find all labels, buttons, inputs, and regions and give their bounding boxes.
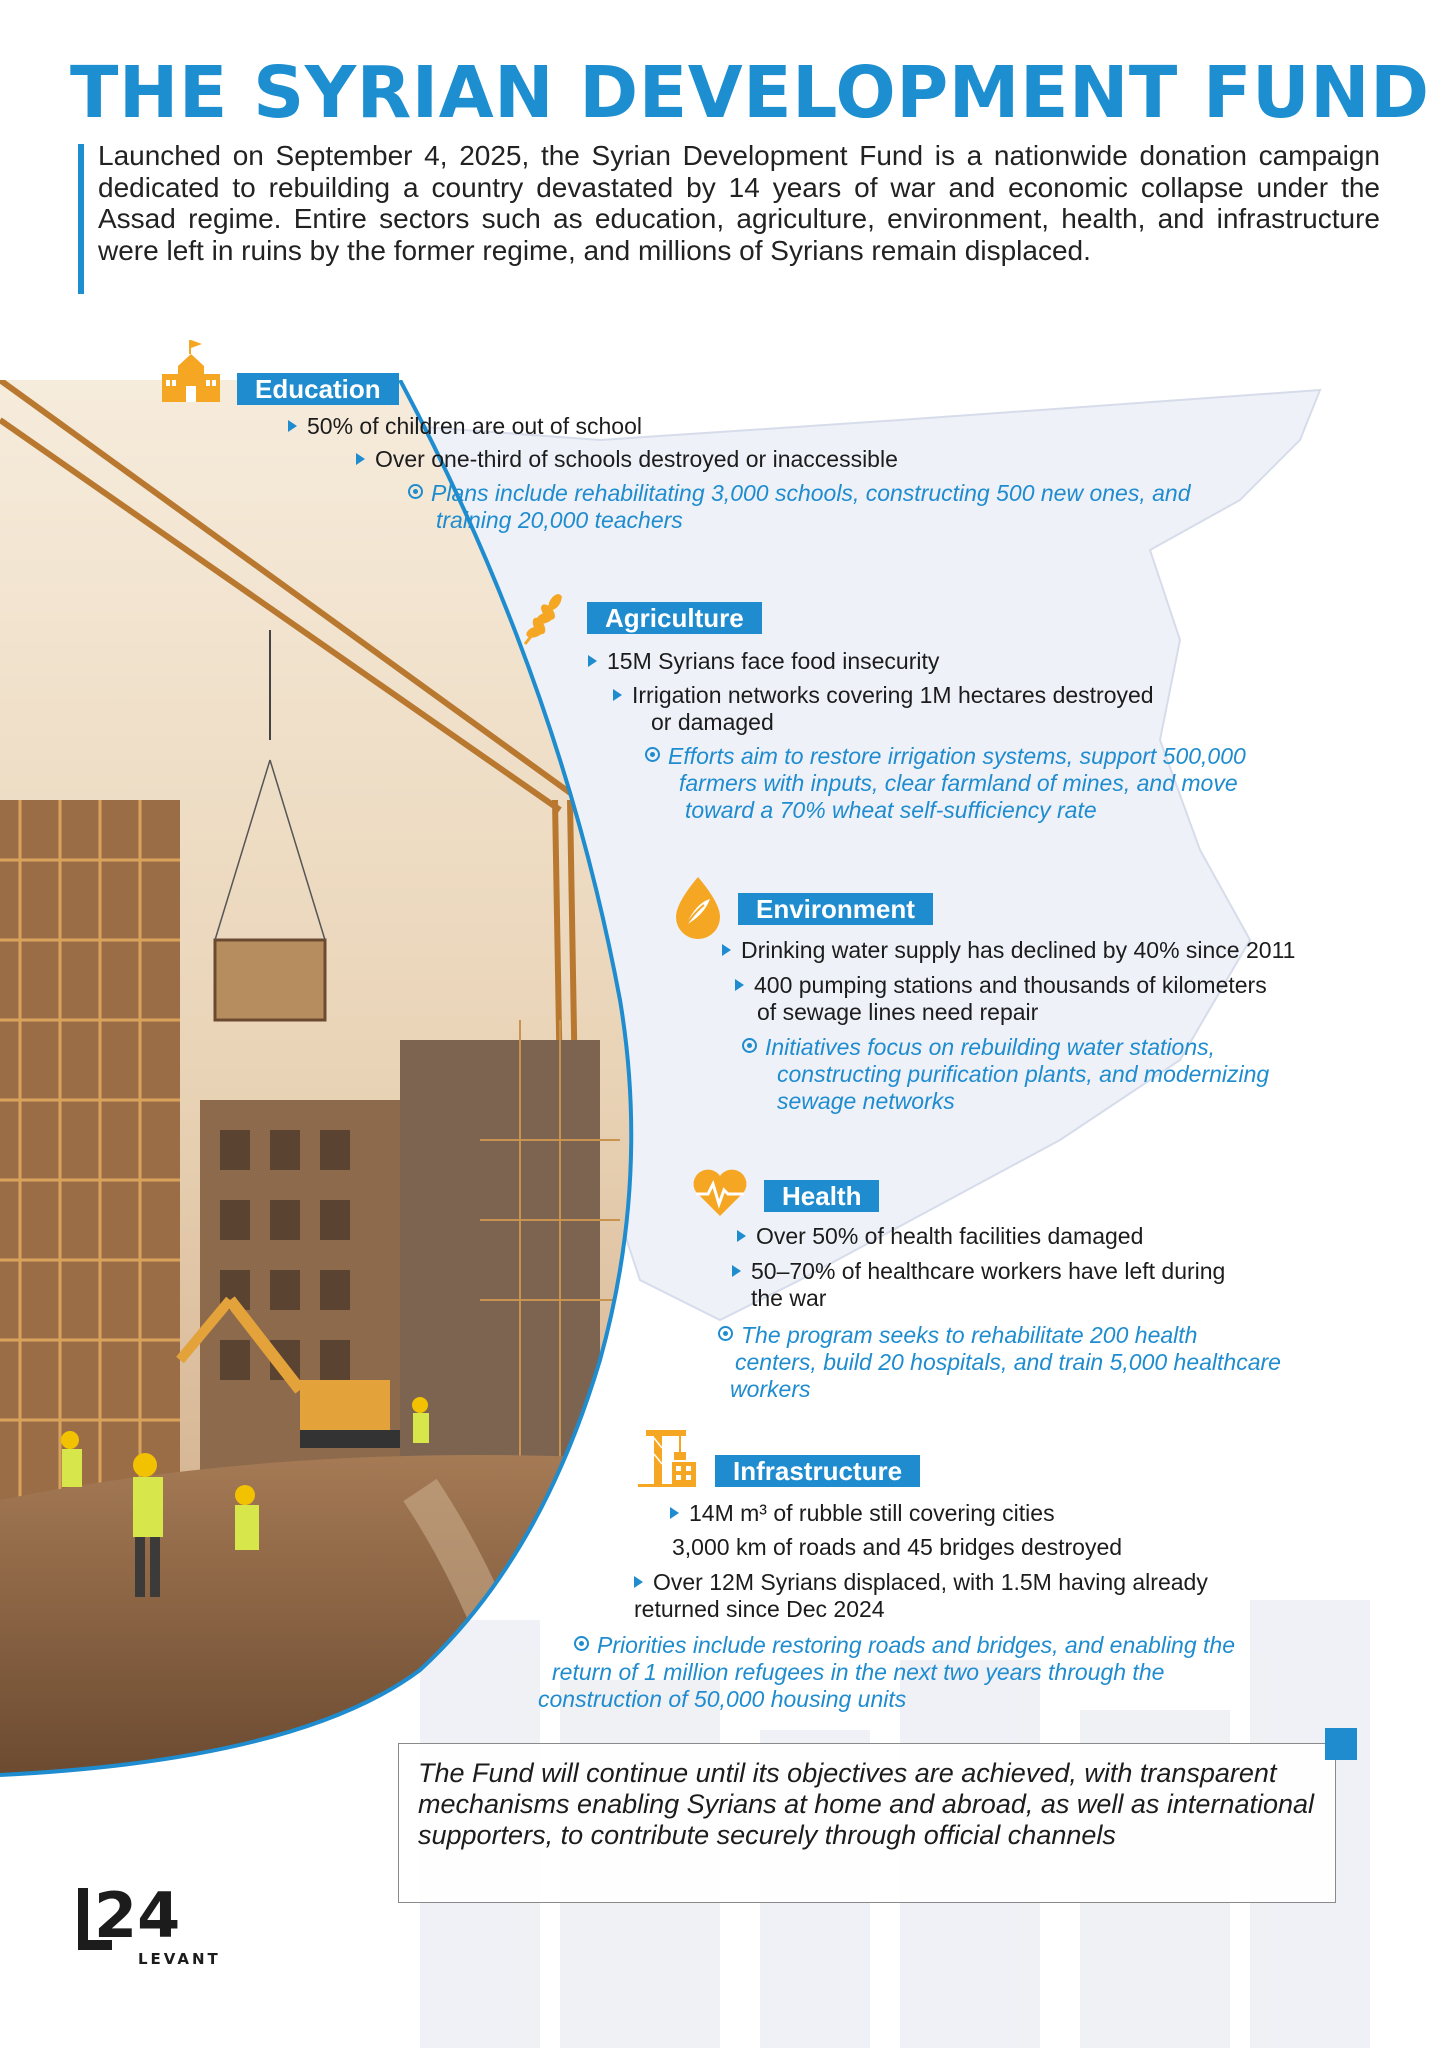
health-point-2: 50–70% of healthcare workers have left during the war (732, 1258, 1225, 1312)
school-icon (160, 338, 222, 404)
l24-levant-logo: 24 LEVANT (78, 1888, 248, 1968)
agriculture-goal: Efforts aim to restore irrigation systems, support 500,000 farmers with inputs, clear farmland of mines, and move toward a 70% wheat self-sufficiency rate (645, 743, 1365, 824)
closing-accent-square (1325, 1728, 1357, 1760)
target-icon (645, 747, 660, 762)
closing-statement: The Fund will continue until its objectives are achieved, with transparent mechanisms enabling Syrians at home and abroad, as well as international supporters, to contribute securely through official channels (418, 1758, 1315, 1850)
intro-paragraph: Launched on September 4, 2025, the Syrian Development Fund is a nationwide donation campaign dedicated to rebuilding a country devastated by 14 years of war and economic collapse under the Assad regime. Entire sectors such as education, agriculture, environment, health, and infrastructure were left in ruins by the former regime, and millions of Syrians remain displaced. (98, 140, 1380, 266)
wheat-icon (515, 590, 571, 648)
section-label-education: Education (237, 373, 399, 405)
infrastructure-point-2: 3,000 km of roads and 45 bridges destroyed (672, 1534, 1123, 1560)
target-icon (574, 1636, 589, 1651)
agriculture-point-2: Irrigation networks covering 1M hectares destroyed or damaged (613, 682, 1154, 736)
target-icon (742, 1038, 757, 1053)
environment-point-2: 400 pumping stations and thousands of kilometers of sewage lines need repair (735, 972, 1267, 1026)
infrastructure-point-3: Over 12M Syrians displaced, with 1.5M having already returned since Dec 2024 (634, 1569, 1208, 1622)
section-label-infrastructure: Infrastructure (715, 1455, 920, 1487)
infrastructure-point-1: 14M m³ of rubble still covering cities (670, 1500, 1055, 1527)
logo-word: LEVANT (138, 1950, 221, 1968)
agriculture-point-1: 15M Syrians face food insecurity (588, 648, 939, 675)
health-goal: The program seeks to rehabilitate 200 health centers, build 20 hospitals, and train 5,000 healthcare workers (718, 1322, 1388, 1403)
environment-point-1: Drinking water supply has declined by 40% since 2011 (722, 937, 1295, 964)
section-label-environment: Environment (738, 893, 933, 925)
section-label-health: Health (764, 1180, 879, 1212)
heart-pulse-icon (690, 1168, 750, 1218)
intro-accent-bar (78, 144, 84, 294)
infrastructure-goal: Priorities include restoring roads and bridges, and enabling the return of 1 million refugees in the next two years through the construction of 50,000 housing units (538, 1632, 1236, 1712)
education-goal: Plans include rehabilitating 3,000 schools, constructing 500 new ones, and training 20,000 teachers (408, 480, 1358, 534)
page-title: THE SYRIAN DEVELOPMENT FUND (70, 51, 1430, 134)
target-icon (718, 1326, 733, 1341)
environment-goal: Initiatives focus on rebuilding water stations, constructing purification plants, and modernizing sewage networks (742, 1034, 1392, 1115)
education-point-1: 50% of children are out of school (288, 413, 642, 440)
target-icon (408, 484, 423, 499)
education-point-2: Over one-third of schools destroyed or inaccessible (356, 446, 898, 473)
water-drop-icon (672, 875, 724, 939)
crane-icon (636, 1428, 698, 1488)
section-label-agriculture: Agriculture (587, 602, 762, 634)
health-point-1: Over 50% of health facilities damaged (737, 1223, 1143, 1250)
